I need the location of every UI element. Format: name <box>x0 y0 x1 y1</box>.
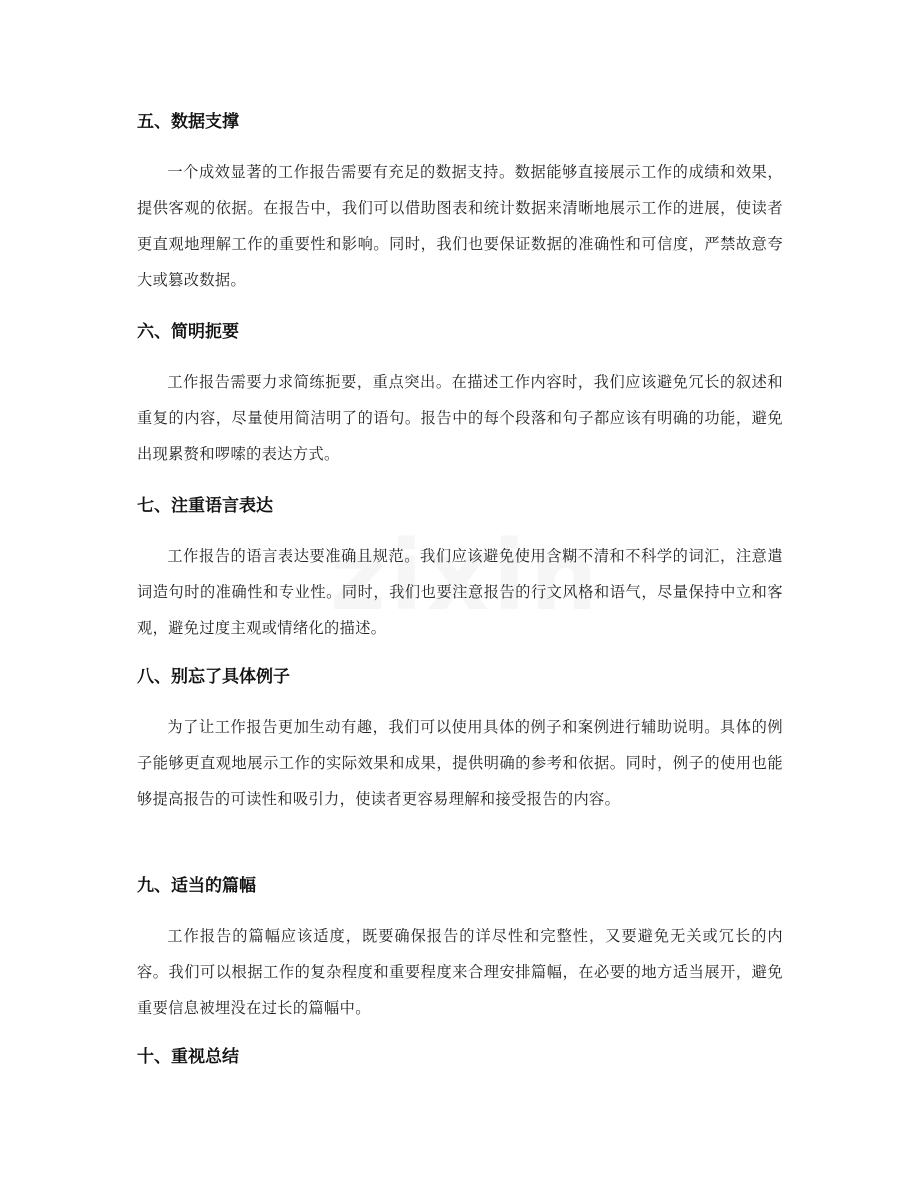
section-heading: 十、重视总结 <box>137 1047 239 1067</box>
section-heading: 六、简明扼要 <box>137 322 239 342</box>
section-paragraph: 为了让工作报告更加生动有趣，我们可以使用具体的例子和案例进行辅助说明。具体的例子能够更直观地展示工作的实际效果和成果，提供明确的参考和依据。同时，例子的使用也能够提高报告的可读性和吸引力，使读者更容易理解和接受报告的内容。 <box>137 718 783 808</box>
section-heading: 五、数据支撑 <box>137 112 239 132</box>
section-heading: 八、别忘了具体例子 <box>137 667 290 687</box>
section-heading: 七、注重语言表达 <box>137 496 273 516</box>
section-paragraph: 工作报告的篇幅应该适度，既要确保报告的详尽性和完整性，又要避免无关或冗长的内容。我们可以根据工作的复杂程度和重要程度来合理安排篇幅，在必要的地方适当展开，避免重要信息被埋没在过长的篇幅中。 <box>137 927 783 1017</box>
section-paragraph: 工作报告需要力求简练扼要，重点突出。在描述工作内容时，我们应该避免冗长的叙述和重复的内容，尽量使用简洁明了的语句。报告中的每个段落和句子都应该有明确的功能，避免出现累赘和啰嗦的表达方式。 <box>137 373 783 463</box>
section-heading: 九、适当的篇幅 <box>137 876 256 896</box>
section-paragraph: 一个成效显著的工作报告需要有充足的数据支持。数据能够直接展示工作的成绩和效果，提供客观的依据。在报告中，我们可以借助图表和统计数据来清晰地展示工作的进展，使读者更直观地理解工作的重要性和影响。同时，我们也要保证数据的准确性和可信度，严禁故意夸大或篡改数据。 <box>137 163 783 289</box>
section-paragraph: 工作报告的语言表达要准确且规范。我们应该避免使用含糊不清和不科学的词汇，注意遣词造句时的准确性和专业性。同时，我们也要注意报告的行文风格和语气，尽量保持中立和客观，避免过度主观或情绪化的描述。 <box>137 547 783 637</box>
